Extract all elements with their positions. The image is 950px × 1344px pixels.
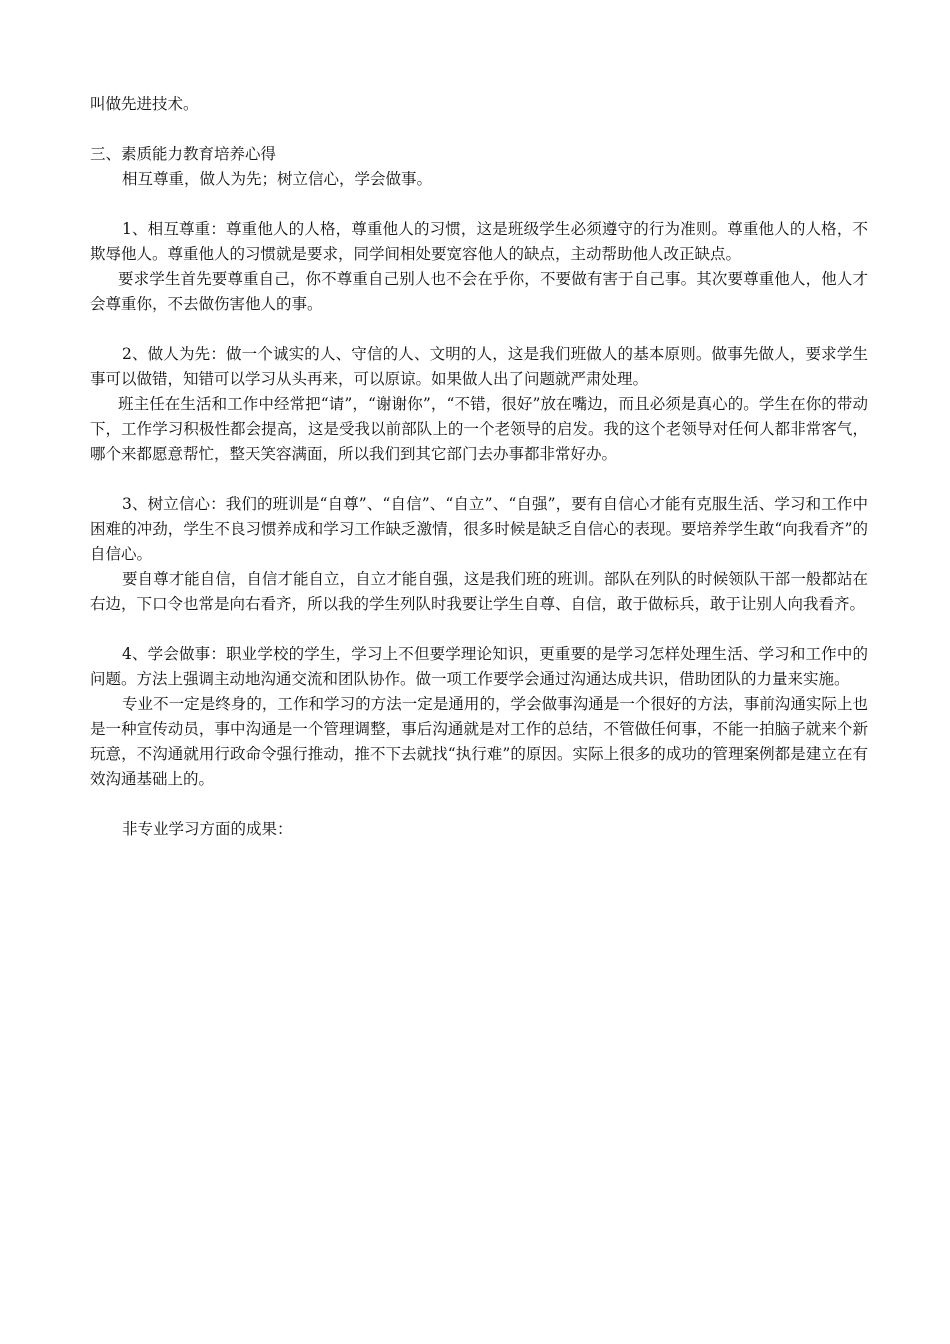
point2-paragraph1: 2、做人为先：做一个诚实的人、守信的人、文明的人，这是我们班做人的基本原则。做事先做人，要求学生事可以做错，知错可以学习从头再来，可以原谅。如果做人出了问题就严肃处理。 xyxy=(90,345,868,388)
point1-paragraph2: 要求学生首先要尊重自己，你不尊重自己别人也不会在乎你，不要做有害于自己事。其次要尊重他人，他人才会尊重你，不去做伤害他人的事。 xyxy=(90,270,868,313)
point1-paragraph1: 1、相互尊重：尊重他人的人格，尊重他人的习惯，这是班级学生必须遵守的行为准则。尊重他人的人格，不欺辱他人。尊重他人的习惯就是要求，同学间相处要宽容他人的缺点，主动帮助他人改正缺点。 xyxy=(90,220,868,263)
spacer xyxy=(90,467,868,492)
spacer xyxy=(90,792,868,817)
spacer xyxy=(90,617,868,642)
spacer xyxy=(90,192,868,217)
section-heading: 三、素质能力教育培养心得 xyxy=(90,145,277,163)
point3-paragraph1: 3、树立信心：我们的班训是“自尊”、“自信”、“自立”、“自强”，要有自信心才能有克服生活、学习和工作中困难的冲劲，学生不良习惯养成和学习工作缺乏激情，很多时候是缺乏自信心的表现。要培养学生敢“向我看齐”的自信心。 xyxy=(90,495,868,563)
document-page xyxy=(90,92,868,842)
spacer xyxy=(90,317,868,342)
point2-paragraph2: 班主任在生活和工作中经常把“请”，“谢谢你”，“不错，很好”放在嘴边，而且必须是真心的。学生在你的带动下，工作学习积极性都会提高，这是受我以前部队上的一个老领导的启发。我的这个老领导对任何人都非常客气，哪个来都愿意帮忙，整天笑容满面，所以我们到其它部门去办事都非常好办。 xyxy=(90,395,868,463)
point4-paragraph2: 专业不一定是终身的，工作和学习的方法一定是通用的，学会做事沟通是一个很好的方法，事前沟通实际上也是一种宣传动员，事中沟通是一个管理调整，事后沟通就是对工作的总结，不管做任何事，不能一拍脑子就来个新玩意，不沟通就用行政命令强行推动，推不下去就找“执行难”的原因。实际上很多的成功的管理案例都是建立在有效沟通基础上的。 xyxy=(90,695,868,788)
section-motto: 相互尊重，做人为先；树立信心，学会做事。 xyxy=(122,170,433,188)
point3-paragraph2: 要自尊才能自信，自信才能自立，自立才能自强，这是我们班的班训。部队在列队的时候领队干部一般都站在右边，下口令也常是向右看齐，所以我的学生列队时我要让学生自尊、自信，敢于做标兵，敢于让别人向我看齐。 xyxy=(90,570,868,613)
closing-text: 非专业学习方面的成果： xyxy=(122,820,293,838)
point4-paragraph1: 4、学会做事：职业学校的学生，学习上不但要学理论知识，更重要的是学习怎样处理生活、学习和工作中的问题。方法上强调主动地沟通交流和团队协作。做一项工作要学会通过沟通达成共识，借助团队的力量来实施。 xyxy=(90,645,868,688)
spacer xyxy=(90,117,868,142)
intro-tail-text: 叫做先进技术。 xyxy=(90,95,199,113)
